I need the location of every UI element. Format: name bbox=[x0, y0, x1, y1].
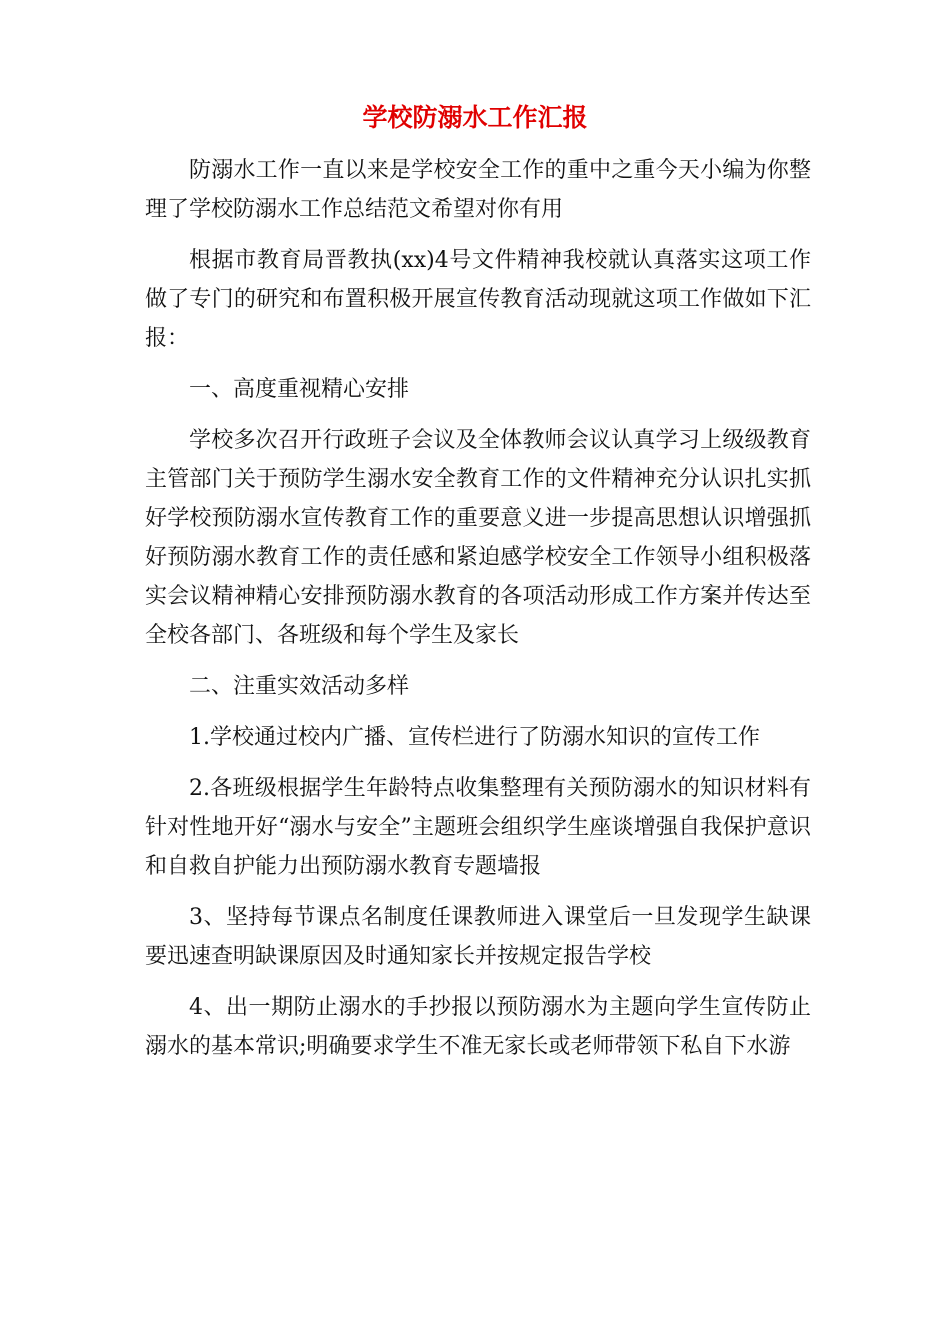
list-item-4: 4、出一期防止溺水的手抄报以预防溺水为主题向学生宣传防止溺水的基本常识;明确要求学生不准无家长或老师带领下私自下水游 bbox=[145, 995, 811, 1059]
document-body bbox=[145, 151, 811, 1078]
paragraph-section-1: 学校多次召开行政班子会议及全体教师会议认真学习上级级教育主管部门关于预防学生溺水安全教育工作的文件精神充分认识扎实抓好学校预防溺水宣传教育工作的重要意义进一步提高思想认识增强抓好预防溺水教育工作的责任感和紧迫感学校安全工作领导小组积极落实会议精神精心安排预防溺水教育的各项活动形成工作方案并传达至全校各部门、各班级和每个学生及家长 bbox=[145, 428, 811, 648]
section-heading-2: 二、注重实效活动多样 bbox=[189, 674, 410, 699]
section-heading-1: 一、高度重视精心安排 bbox=[189, 377, 410, 402]
list-item-2: 2.各班级根据学生年龄特点收集整理有关预防溺水的知识材料有针对性地开好“溺水与安全”主题班会组织学生座谈增强自我保护意识和自救自护能力出预防溺水教育专题墙报 bbox=[145, 776, 811, 879]
list-item-1: 1.学校通过校内广播、宣传栏进行了防溺水知识的宣传工作 bbox=[189, 725, 760, 750]
paragraph-background: 根据市教育局晋教执(xx)4号文件精神我校就认真落实这项工作做了专门的研究和布置积极开展宣传教育活动现就这项工作做如下汇报： bbox=[145, 248, 811, 351]
list-item-3: 3、坚持每节课点名制度任课教师进入课堂后一旦发现学生缺课要迅速查明缺课原因及时通知家长并按规定报告学校 bbox=[145, 905, 811, 969]
document-title: 学校防溺水工作汇报 bbox=[362, 103, 588, 132]
paragraph-intro: 防溺水工作一直以来是学校安全工作的重中之重今天小编为你整理了学校防溺水工作总结范文希望对你有用 bbox=[145, 158, 811, 222]
